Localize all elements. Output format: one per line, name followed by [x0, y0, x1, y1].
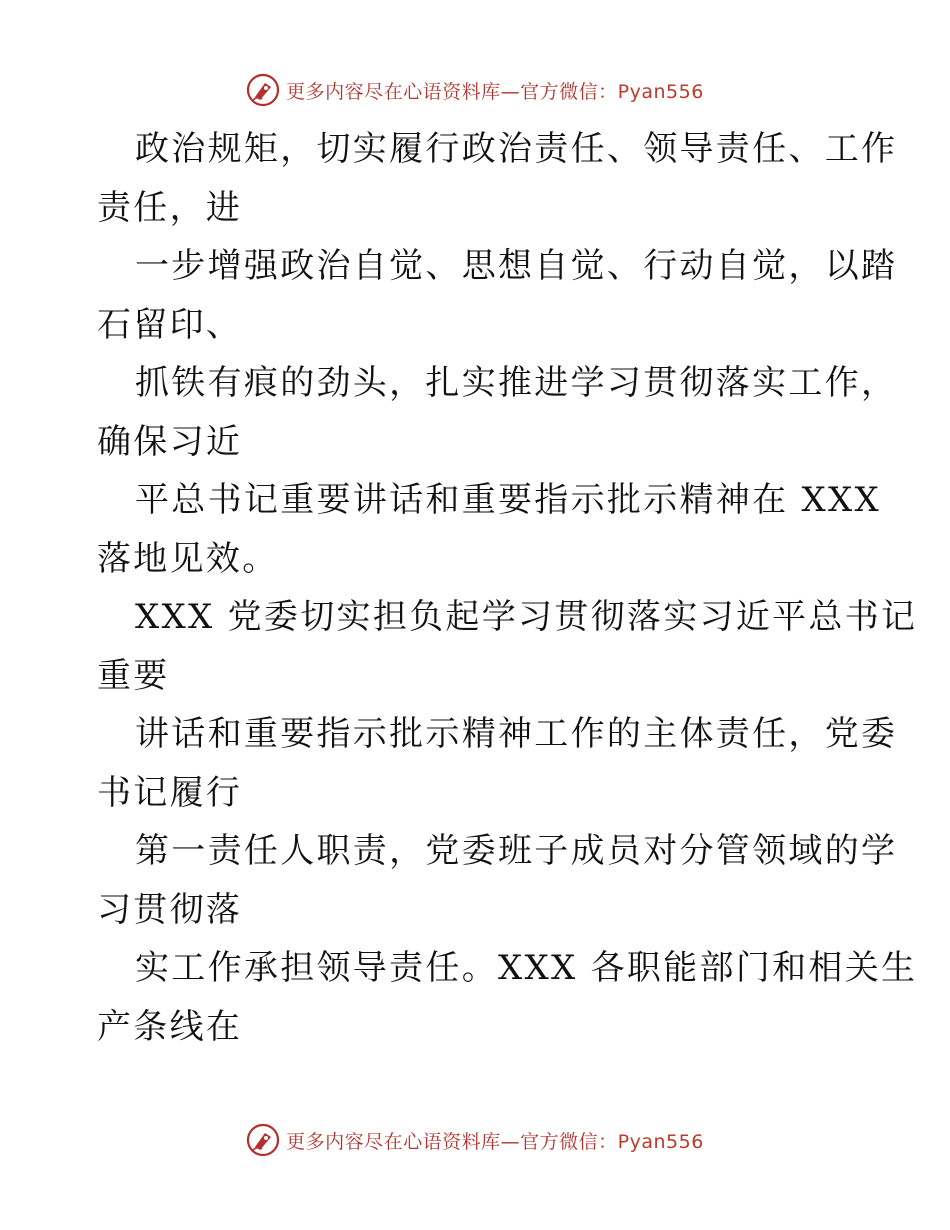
text-line: XXX 党委切实担负起学习贯彻落实习近平总书记 — [135, 597, 918, 637]
footer-banner-text — [286, 1127, 704, 1154]
text-line: 落地见效。 — [97, 538, 279, 579]
text-line: 抓铁有痕的劲头，扎实推进学习贯彻落实工作， — [135, 363, 898, 403]
document-body — [97, 120, 918, 1056]
text-line: 讲话和重要指示批示精神工作的主体责任，党委 — [135, 714, 898, 754]
footer-wechat-handle: Pyan556 — [617, 1130, 704, 1153]
pen-nib-logo-icon — [246, 73, 280, 107]
text-line: 重要 — [97, 655, 170, 696]
text-line: 平总书记重要讲话和重要指示批示精神在 XXX — [135, 480, 882, 520]
text-line: 政治规矩，切实履行政治责任、领导责任、工作 — [135, 129, 898, 169]
text-line: 书记履行 — [97, 772, 243, 813]
header-banner-label: 更多内容尽在心语资料库—官方微信： — [286, 80, 618, 103]
footer-banner — [0, 1120, 950, 1160]
text-line: 石留印、 — [97, 304, 243, 345]
footer-banner-label: 更多内容尽在心语资料库—官方微信： — [286, 1130, 618, 1153]
text-line: 习贯彻落 — [97, 889, 243, 930]
text-line: 产条线在 — [97, 1006, 243, 1047]
text-line: 实工作承担领导责任。XXX 各职能部门和相关生 — [135, 948, 918, 988]
text-line: 一步增强政治自觉、思想自觉、行动自觉，以踏 — [135, 246, 898, 286]
header-banner — [0, 70, 950, 110]
pen-nib-logo-icon — [246, 1123, 280, 1157]
text-line: 责任，进 — [97, 187, 243, 228]
text-line: 确保习近 — [97, 421, 243, 462]
header-banner-text — [286, 77, 704, 104]
text-line: 第一责任人职责，党委班子成员对分管领域的学 — [135, 831, 898, 871]
header-wechat-handle: Pyan556 — [617, 80, 704, 103]
